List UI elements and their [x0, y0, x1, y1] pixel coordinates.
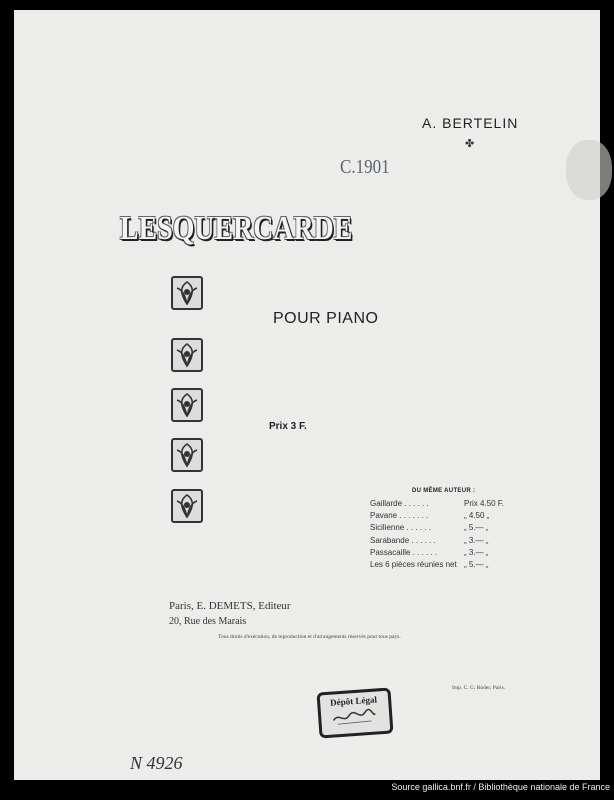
score-title: LESQUERCARDE [120, 210, 353, 247]
list-item: Passacaille . . . . . . „ 3.— „ [370, 547, 489, 557]
list-item: Sarabande . . . . . . „ 3.— „ [370, 535, 489, 545]
publisher-address: 20, Rue des Marais [169, 616, 247, 627]
stamp-handwriting-icon [331, 707, 378, 726]
printer-credit: Imp. C. G. Röder, Paris. [452, 685, 506, 691]
floral-ornament-icon [171, 489, 203, 523]
source-footer: Source gallica.bnf.fr / Bibliothèque nationale de France [391, 782, 610, 792]
stamp-text: Dépôt Légal [329, 694, 378, 708]
legal-deposit-stamp [316, 687, 393, 738]
floral-ornament-icon [171, 438, 203, 472]
floral-ornament-icon [171, 338, 203, 372]
floral-ornament-icon [171, 276, 203, 310]
list-item: Sicilienne . . . . . . „ 5.— „ [370, 523, 489, 533]
score-subtitle: POUR PIANO [273, 310, 379, 327]
score-cover-page [14, 10, 600, 780]
list-item: Les 6 pièces réunies net „ 5.— „ [370, 559, 489, 569]
publisher-line: Paris, E. DEMETS, Editeur [169, 600, 291, 612]
list-item: Pavane . . . . . . . „ 4.50 „ [370, 511, 490, 521]
same-author-list [370, 498, 530, 571]
manuscript-number: N 4926 [130, 753, 183, 773]
page-smudge [566, 140, 612, 200]
small-ornament-icon: ✤ [465, 138, 475, 150]
library-shelfmark: C.1901 [340, 156, 390, 178]
list-item: Gaillarde . . . . . . Prix 4.50 F. [370, 499, 505, 508]
same-author-heading: DU MÊME AUTEUR : [412, 488, 476, 494]
floral-ornament-icon [171, 388, 203, 422]
composer-name: A. BERTELIN [422, 115, 519, 131]
rights-notice: Tous droits d'exécution, de reproduction et d'arrangements réservés pour tous pays. [218, 634, 401, 640]
score-price: Prix 3 F. [269, 421, 307, 432]
